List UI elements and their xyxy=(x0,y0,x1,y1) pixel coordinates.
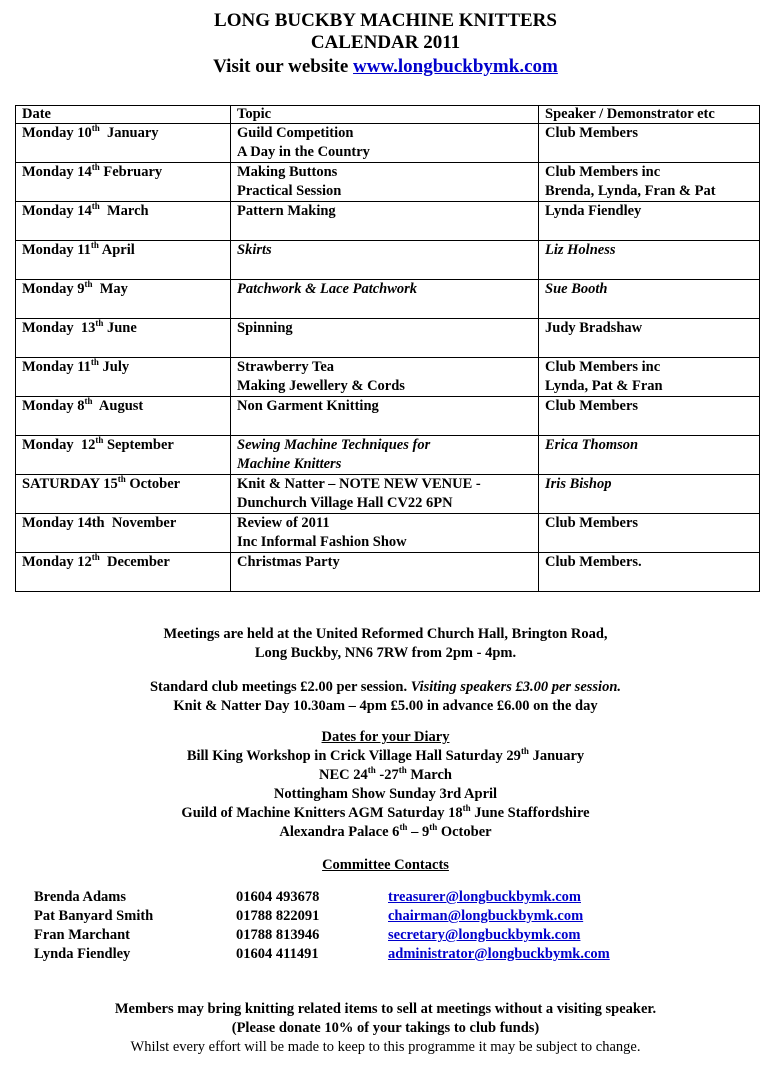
diary-item-2-sup1: th xyxy=(367,765,376,776)
row-date xyxy=(16,397,231,436)
header-date: Date xyxy=(16,106,231,124)
row-topic xyxy=(231,358,539,397)
speaker-line: Lynda Fiendley xyxy=(545,203,642,219)
contact-email-cell xyxy=(388,926,610,945)
diary-item-1-month: January xyxy=(528,748,585,764)
topic-line: Knit & Natter – NOTE NEW VENUE - xyxy=(237,476,481,492)
fees-standard: Standard club meetings £2.00 per session. xyxy=(149,679,411,695)
row-speaker xyxy=(539,514,760,553)
diary-section xyxy=(0,728,771,842)
speaker-line: Lynda, Pat & Fran xyxy=(545,378,663,394)
fees-visiting: Visiting speakers £3.00 per session. xyxy=(410,679,622,695)
speaker-line: Club Members. xyxy=(545,554,642,570)
speaker-line: Iris Bishop xyxy=(545,476,612,492)
contact-email-cell xyxy=(388,907,610,926)
speaker-line: Brenda, Lynda, Fran & Pat xyxy=(545,183,716,199)
date-day: Monday 14th November xyxy=(22,515,177,531)
page-header xyxy=(0,10,771,80)
meetings-info xyxy=(0,625,771,663)
diary-item-1 xyxy=(0,747,771,766)
row-topic xyxy=(231,475,539,514)
date-suffix: th xyxy=(91,552,100,563)
calendar-row xyxy=(16,358,760,397)
speaker-line: Club Members inc xyxy=(545,359,661,375)
website-prefix: Visit our website xyxy=(213,56,354,77)
topic-line: Dunchurch Village Hall CV22 6PN xyxy=(237,495,453,511)
website-line xyxy=(0,54,771,80)
row-date xyxy=(16,280,231,319)
date-month: April xyxy=(98,242,135,258)
contact-name: Pat Banyard Smith xyxy=(34,908,154,924)
calendar-table xyxy=(15,105,760,592)
diary-heading: Dates for your Diary xyxy=(321,729,450,745)
diary-item-2-month: March xyxy=(406,767,452,783)
row-topic xyxy=(231,241,539,280)
topic-line: A Day in the Country xyxy=(237,144,370,160)
contact-email-cell xyxy=(388,888,610,907)
contact-phone: 01604 411491 xyxy=(236,946,319,962)
header-topic: Topic xyxy=(231,106,539,124)
date-day: Monday 13 xyxy=(22,320,96,336)
row-topic xyxy=(231,163,539,202)
fees-info xyxy=(0,678,771,716)
diary-item-1-sup: th xyxy=(520,746,529,757)
committee-heading: Committee Contacts xyxy=(322,857,449,873)
row-date xyxy=(16,553,231,592)
topic-line: Pattern Making xyxy=(237,203,336,219)
topic-line: Christmas Party xyxy=(237,554,340,570)
contact-row xyxy=(34,888,610,907)
diary-item-1-text: Bill King Workshop in Crick Village Hall Saturday 29 xyxy=(186,748,521,764)
row-speaker xyxy=(539,124,760,163)
date-suffix: th xyxy=(91,201,100,212)
footer-line-3: Whilst every effort will be made to keep to this programme it may be subject to change. xyxy=(130,1039,641,1055)
date-suffix: th xyxy=(117,474,126,485)
speaker-line: Erica Thomson xyxy=(545,437,639,453)
contact-name: Brenda Adams xyxy=(34,889,126,905)
footer-line-2: (Please donate 10% of your takings to club funds) xyxy=(231,1020,540,1036)
row-date xyxy=(16,358,231,397)
topic-line: Review of 2011 xyxy=(237,515,330,531)
row-speaker xyxy=(539,358,760,397)
date-day: SATURDAY 15 xyxy=(22,476,118,492)
topic-line: Sewing Machine Techniques for xyxy=(237,437,431,453)
page-title: LONG BUCKBY MACHINE KNITTERS xyxy=(214,10,557,31)
diary-item-5-sup2: th xyxy=(429,822,438,833)
date-suffix: th xyxy=(84,279,93,290)
date-suffix: th xyxy=(95,435,104,446)
date-day: Monday 14 xyxy=(22,164,92,180)
row-topic xyxy=(231,514,539,553)
topic-line: Making Jewellery & Cords xyxy=(237,378,405,394)
date-month: September xyxy=(103,437,174,453)
row-topic xyxy=(231,202,539,241)
calendar-header-row xyxy=(16,106,760,124)
row-topic xyxy=(231,319,539,358)
diary-item-2-sup2: th xyxy=(398,765,407,776)
row-topic xyxy=(231,280,539,319)
contact-row xyxy=(34,926,610,945)
diary-item-2 xyxy=(0,766,771,785)
header-speaker: Speaker / Demonstrator etc xyxy=(539,106,760,124)
contact-phone: 01604 493678 xyxy=(236,889,320,905)
calendar-row xyxy=(16,553,760,592)
fees-line-2: Knit & Natter Day 10.30am – 4pm £5.00 in advance £6.00 on the day xyxy=(173,698,598,714)
row-date xyxy=(16,124,231,163)
row-speaker xyxy=(539,553,760,592)
diary-item-4-sup: th xyxy=(462,803,471,814)
row-topic xyxy=(231,397,539,436)
row-speaker xyxy=(539,397,760,436)
date-day: Monday 14 xyxy=(22,203,92,219)
contact-name: Lynda Fiendley xyxy=(34,946,131,962)
speaker-line: Club Members xyxy=(545,398,639,414)
calendar-row xyxy=(16,280,760,319)
row-date xyxy=(16,319,231,358)
date-day: Monday 10 xyxy=(22,125,92,141)
row-topic xyxy=(231,553,539,592)
topic-line: Practical Session xyxy=(237,183,342,199)
contact-row xyxy=(34,907,610,926)
topic-line: Guild Competition xyxy=(237,125,354,141)
date-suffix: th xyxy=(90,357,99,368)
topic-line: Inc Informal Fashion Show xyxy=(237,534,407,550)
contact-phone: 01788 822091 xyxy=(236,908,320,924)
diary-item-3: Nottingham Show Sunday 3rd April xyxy=(273,786,498,802)
date-month: August xyxy=(92,398,144,414)
topic-line: Spinning xyxy=(237,320,293,336)
diary-item-5 xyxy=(0,823,771,842)
fees-line-1 xyxy=(0,678,771,697)
diary-item-4-rest: June Staffordshire xyxy=(470,805,590,821)
topic-line: Making Buttons xyxy=(237,164,338,180)
calendar-row xyxy=(16,475,760,514)
diary-item-5-month: October xyxy=(437,824,492,840)
row-topic xyxy=(231,124,539,163)
date-month: May xyxy=(92,281,128,297)
contact-email-cell xyxy=(388,945,610,964)
diary-item-5-text: Alexandra Palace 6 xyxy=(279,824,400,840)
calendar-row xyxy=(16,514,760,553)
row-date xyxy=(16,241,231,280)
calendar-row xyxy=(16,397,760,436)
date-month: March xyxy=(99,203,149,219)
topic-line: Strawberry Tea xyxy=(237,359,335,375)
website-link[interactable]: www.longbuckbymk.com xyxy=(353,56,558,77)
date-suffix: th xyxy=(90,240,99,251)
meetings-line-2: Long Buckby, NN6 7RW from 2pm - 4pm. xyxy=(254,645,517,661)
date-day: Monday 9 xyxy=(22,281,85,297)
row-date xyxy=(16,514,231,553)
speaker-line: Club Members xyxy=(545,515,639,531)
date-suffix: th xyxy=(84,396,93,407)
topic-line: Patchwork & Lace Patchwork xyxy=(237,281,418,297)
row-speaker xyxy=(539,319,760,358)
row-speaker xyxy=(539,163,760,202)
topic-line: Machine Knitters xyxy=(237,456,342,472)
date-day: Monday 11 xyxy=(22,359,91,375)
row-date xyxy=(16,202,231,241)
speaker-line: Sue Booth xyxy=(545,281,608,297)
diary-item-5-mid: – 9 xyxy=(407,824,430,840)
row-date xyxy=(16,475,231,514)
diary-item-4 xyxy=(0,804,771,823)
diary-item-2-text: NEC 24 xyxy=(319,767,368,783)
row-speaker xyxy=(539,202,760,241)
calendar-row xyxy=(16,436,760,475)
row-speaker xyxy=(539,280,760,319)
calendar-row xyxy=(16,319,760,358)
date-suffix: th xyxy=(95,318,104,329)
contact-email-link[interactable]: administrator@longbuckbymk.com xyxy=(388,946,610,962)
date-day: Monday 8 xyxy=(22,398,85,414)
row-date xyxy=(16,436,231,475)
row-date xyxy=(16,163,231,202)
speaker-line: Club Members inc xyxy=(545,164,661,180)
date-month: October xyxy=(125,476,181,492)
topic-line: Non Garment Knitting xyxy=(237,398,379,414)
contact-row xyxy=(34,945,610,964)
topic-line: Skirts xyxy=(237,242,272,258)
row-topic xyxy=(231,436,539,475)
date-day: Monday 11 xyxy=(22,242,91,258)
diary-item-4-text: Guild of Machine Knitters AGM Saturday 18 xyxy=(181,805,463,821)
page-subtitle: CALENDAR 2011 xyxy=(310,32,461,53)
speaker-line: Judy Bradshaw xyxy=(545,320,643,336)
date-day: Monday 12 xyxy=(22,554,92,570)
diary-item-2-mid: -27 xyxy=(375,767,399,783)
contact-name: Fran Marchant xyxy=(34,927,130,943)
date-month: June xyxy=(103,320,137,336)
calendar-row xyxy=(16,202,760,241)
contact-email-link[interactable]: treasurer@longbuckbymk.com xyxy=(388,889,581,905)
calendar-row xyxy=(16,163,760,202)
diary-item-5-sup1: th xyxy=(399,822,408,833)
calendar-row xyxy=(16,241,760,280)
footer xyxy=(0,1000,771,1057)
date-day: Monday 12 xyxy=(22,437,96,453)
speaker-line: Club Members xyxy=(545,125,639,141)
committee-contacts xyxy=(34,888,610,964)
contact-phone: 01788 813946 xyxy=(236,927,320,943)
row-speaker xyxy=(539,241,760,280)
date-suffix: th xyxy=(91,123,100,134)
row-speaker xyxy=(539,436,760,475)
date-month: July xyxy=(98,359,130,375)
date-month: December xyxy=(99,554,170,570)
contact-email-link[interactable]: chairman@longbuckbymk.com xyxy=(388,908,584,924)
date-month: January xyxy=(99,125,159,141)
speaker-line: Liz Holness xyxy=(545,242,616,258)
date-suffix: th xyxy=(91,162,100,173)
meetings-line-1: Meetings are held at the United Reformed Church Hall, Brington Road, xyxy=(163,626,608,642)
footer-line-1: Members may bring knitting related items to sell at meetings without a visiting speaker. xyxy=(114,1001,657,1017)
contact-email-link[interactable]: secretary@longbuckbymk.com xyxy=(388,927,581,943)
row-speaker xyxy=(539,475,760,514)
date-month: February xyxy=(99,164,163,180)
calendar-row xyxy=(16,124,760,163)
committee-heading-wrap xyxy=(0,856,771,875)
